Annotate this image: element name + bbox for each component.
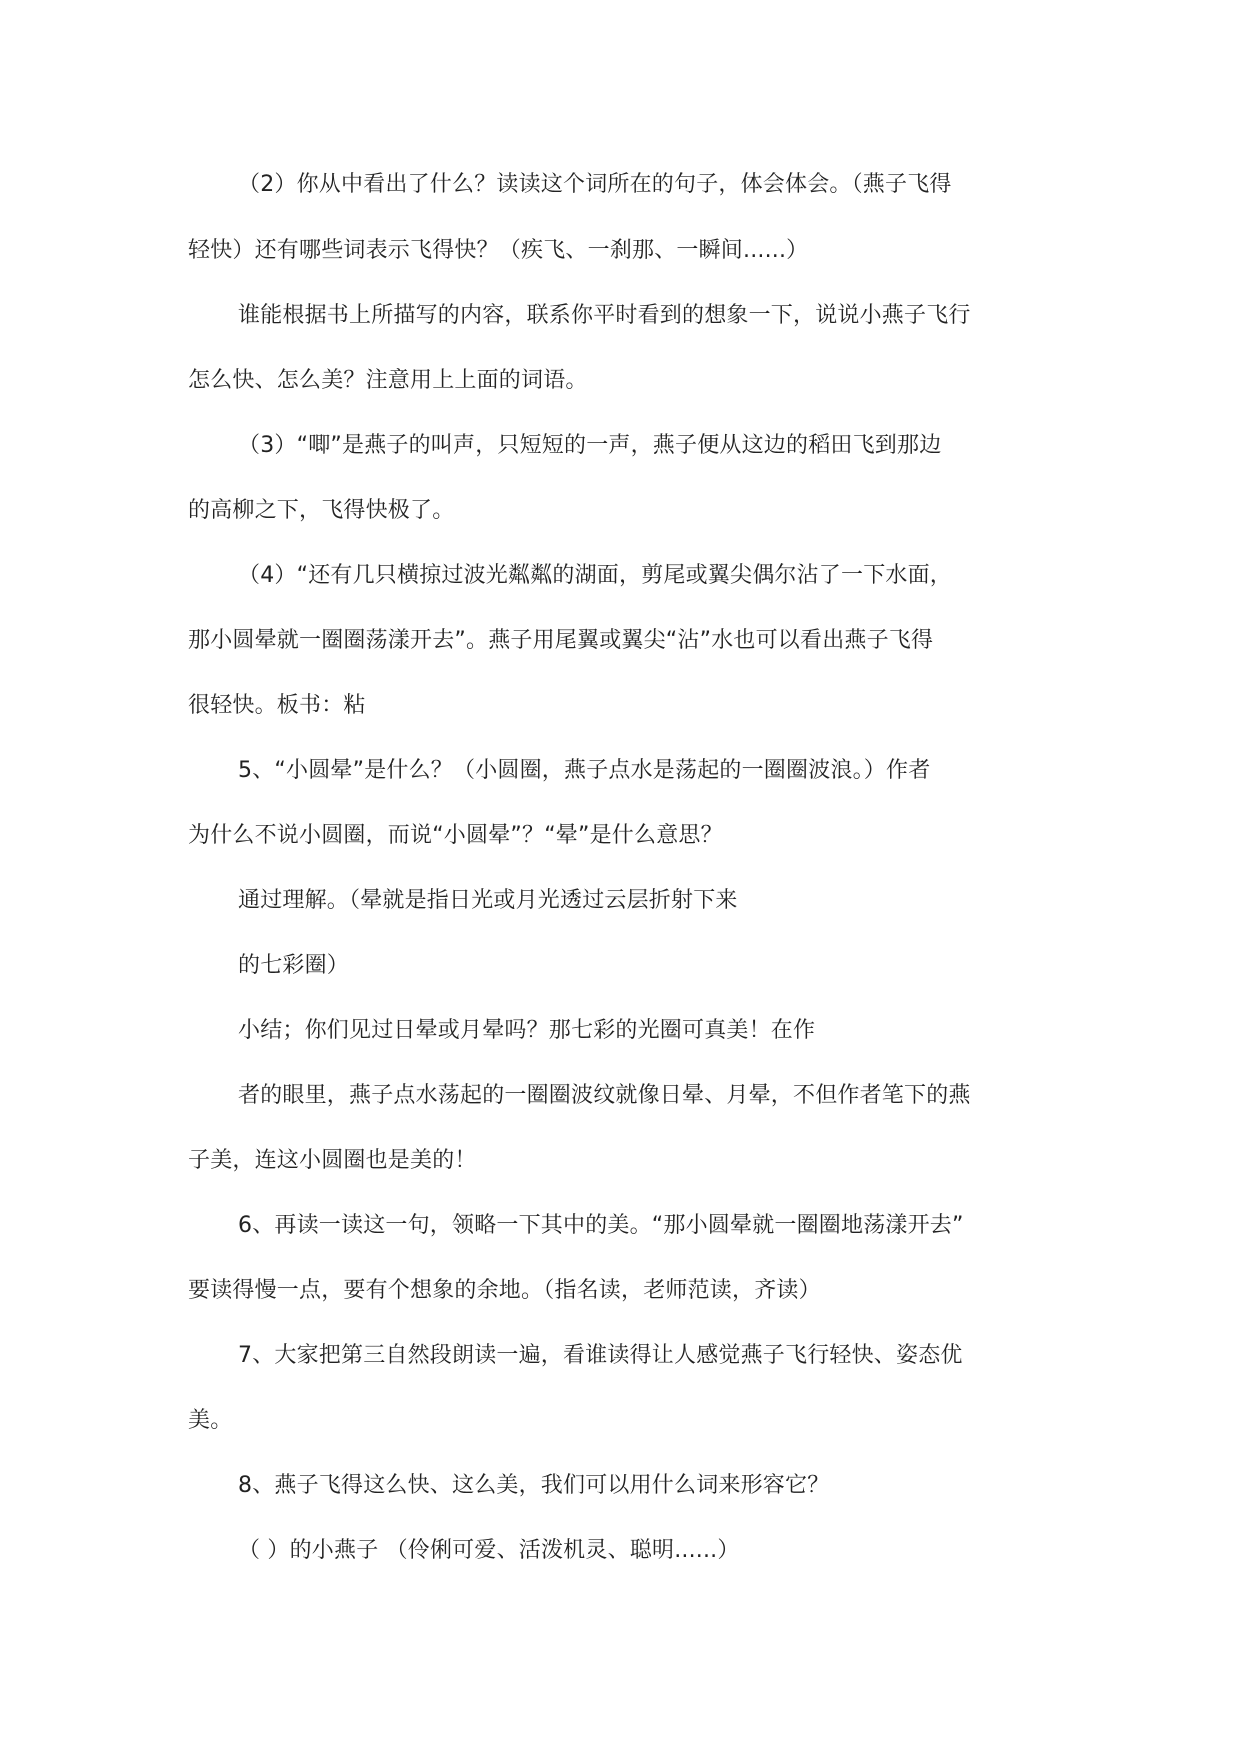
text-line: 7、大家把第三自然段朗读一遍，看谁读得让人感觉燕子飞行轻快、姿态优 bbox=[238, 1343, 963, 1368]
text-line: （4）“还有几只横掠过波光粼粼的湖面，剪尾或翼尖偶尔沾了一下水面， bbox=[238, 563, 952, 588]
text-line: 美。 bbox=[188, 1408, 233, 1433]
text-line: 为什么不说小圆圈，而说“小圆晕”？“晕”是什么意思？ bbox=[188, 823, 723, 848]
text-line: 的高柳之下，飞得快极了。 bbox=[188, 498, 455, 523]
text-line: （3）“唧”是燕子的叫声，只短短的一声，燕子便从这边的稻田飞到那边 bbox=[238, 433, 942, 458]
text-line: 怎么快、怎么美？注意用上上面的词语。 bbox=[188, 368, 588, 393]
text-line: 很轻快。板书：粘 bbox=[188, 693, 366, 718]
text-line: 通过理解。（晕就是指日光或月光透过云层折射下来 bbox=[238, 888, 738, 913]
text-line: 8、燕子飞得这么快、这么美，我们可以用什么词来形容它？ bbox=[238, 1473, 830, 1498]
text-line: 子美，连这小圆圈也是美的！ bbox=[188, 1148, 477, 1173]
text-line: 的七彩圈） bbox=[238, 953, 350, 978]
text-line: 者的眼里，燕子点水荡起的一圈圈波纹就像日晕、月晕，不但作者笔下的燕 bbox=[238, 1083, 971, 1108]
text-line: 谁能根据书上所描写的内容，联系你平时看到的想象一下，说说小燕子飞行 bbox=[238, 303, 971, 328]
text-line: 6、再读一读这一句，领略一下其中的美。“那小圆晕就一圈圈地荡漾开去” bbox=[238, 1213, 964, 1238]
text-line: 5、“小圆晕”是什么？（小圆圈，燕子点水是荡起的一圈圈波浪。）作者 bbox=[238, 758, 931, 783]
text-line: 轻快）还有哪些词表示飞得快？（疾飞、一刹那、一瞬间......） bbox=[188, 238, 809, 263]
text-line: 要读得慢一点，要有个想象的余地。（指名读，老师范读，齐读） bbox=[188, 1278, 821, 1303]
text-line: （ ）的小燕子 （伶俐可爱、活泼机灵、聪明......） bbox=[238, 1538, 740, 1563]
text-line: 那小圆晕就一圈圈荡漾开去”。燕子用尾翼或翼尖“沾”水也可以看出燕子飞得 bbox=[188, 628, 934, 653]
text-line: 小结；你们见过日晕或月晕吗？那七彩的光圈可真美！在作 bbox=[238, 1018, 816, 1043]
text-line: （2）你从中看出了什么？读读这个词所在的句子，体会体会。（燕子飞得 bbox=[238, 172, 952, 197]
